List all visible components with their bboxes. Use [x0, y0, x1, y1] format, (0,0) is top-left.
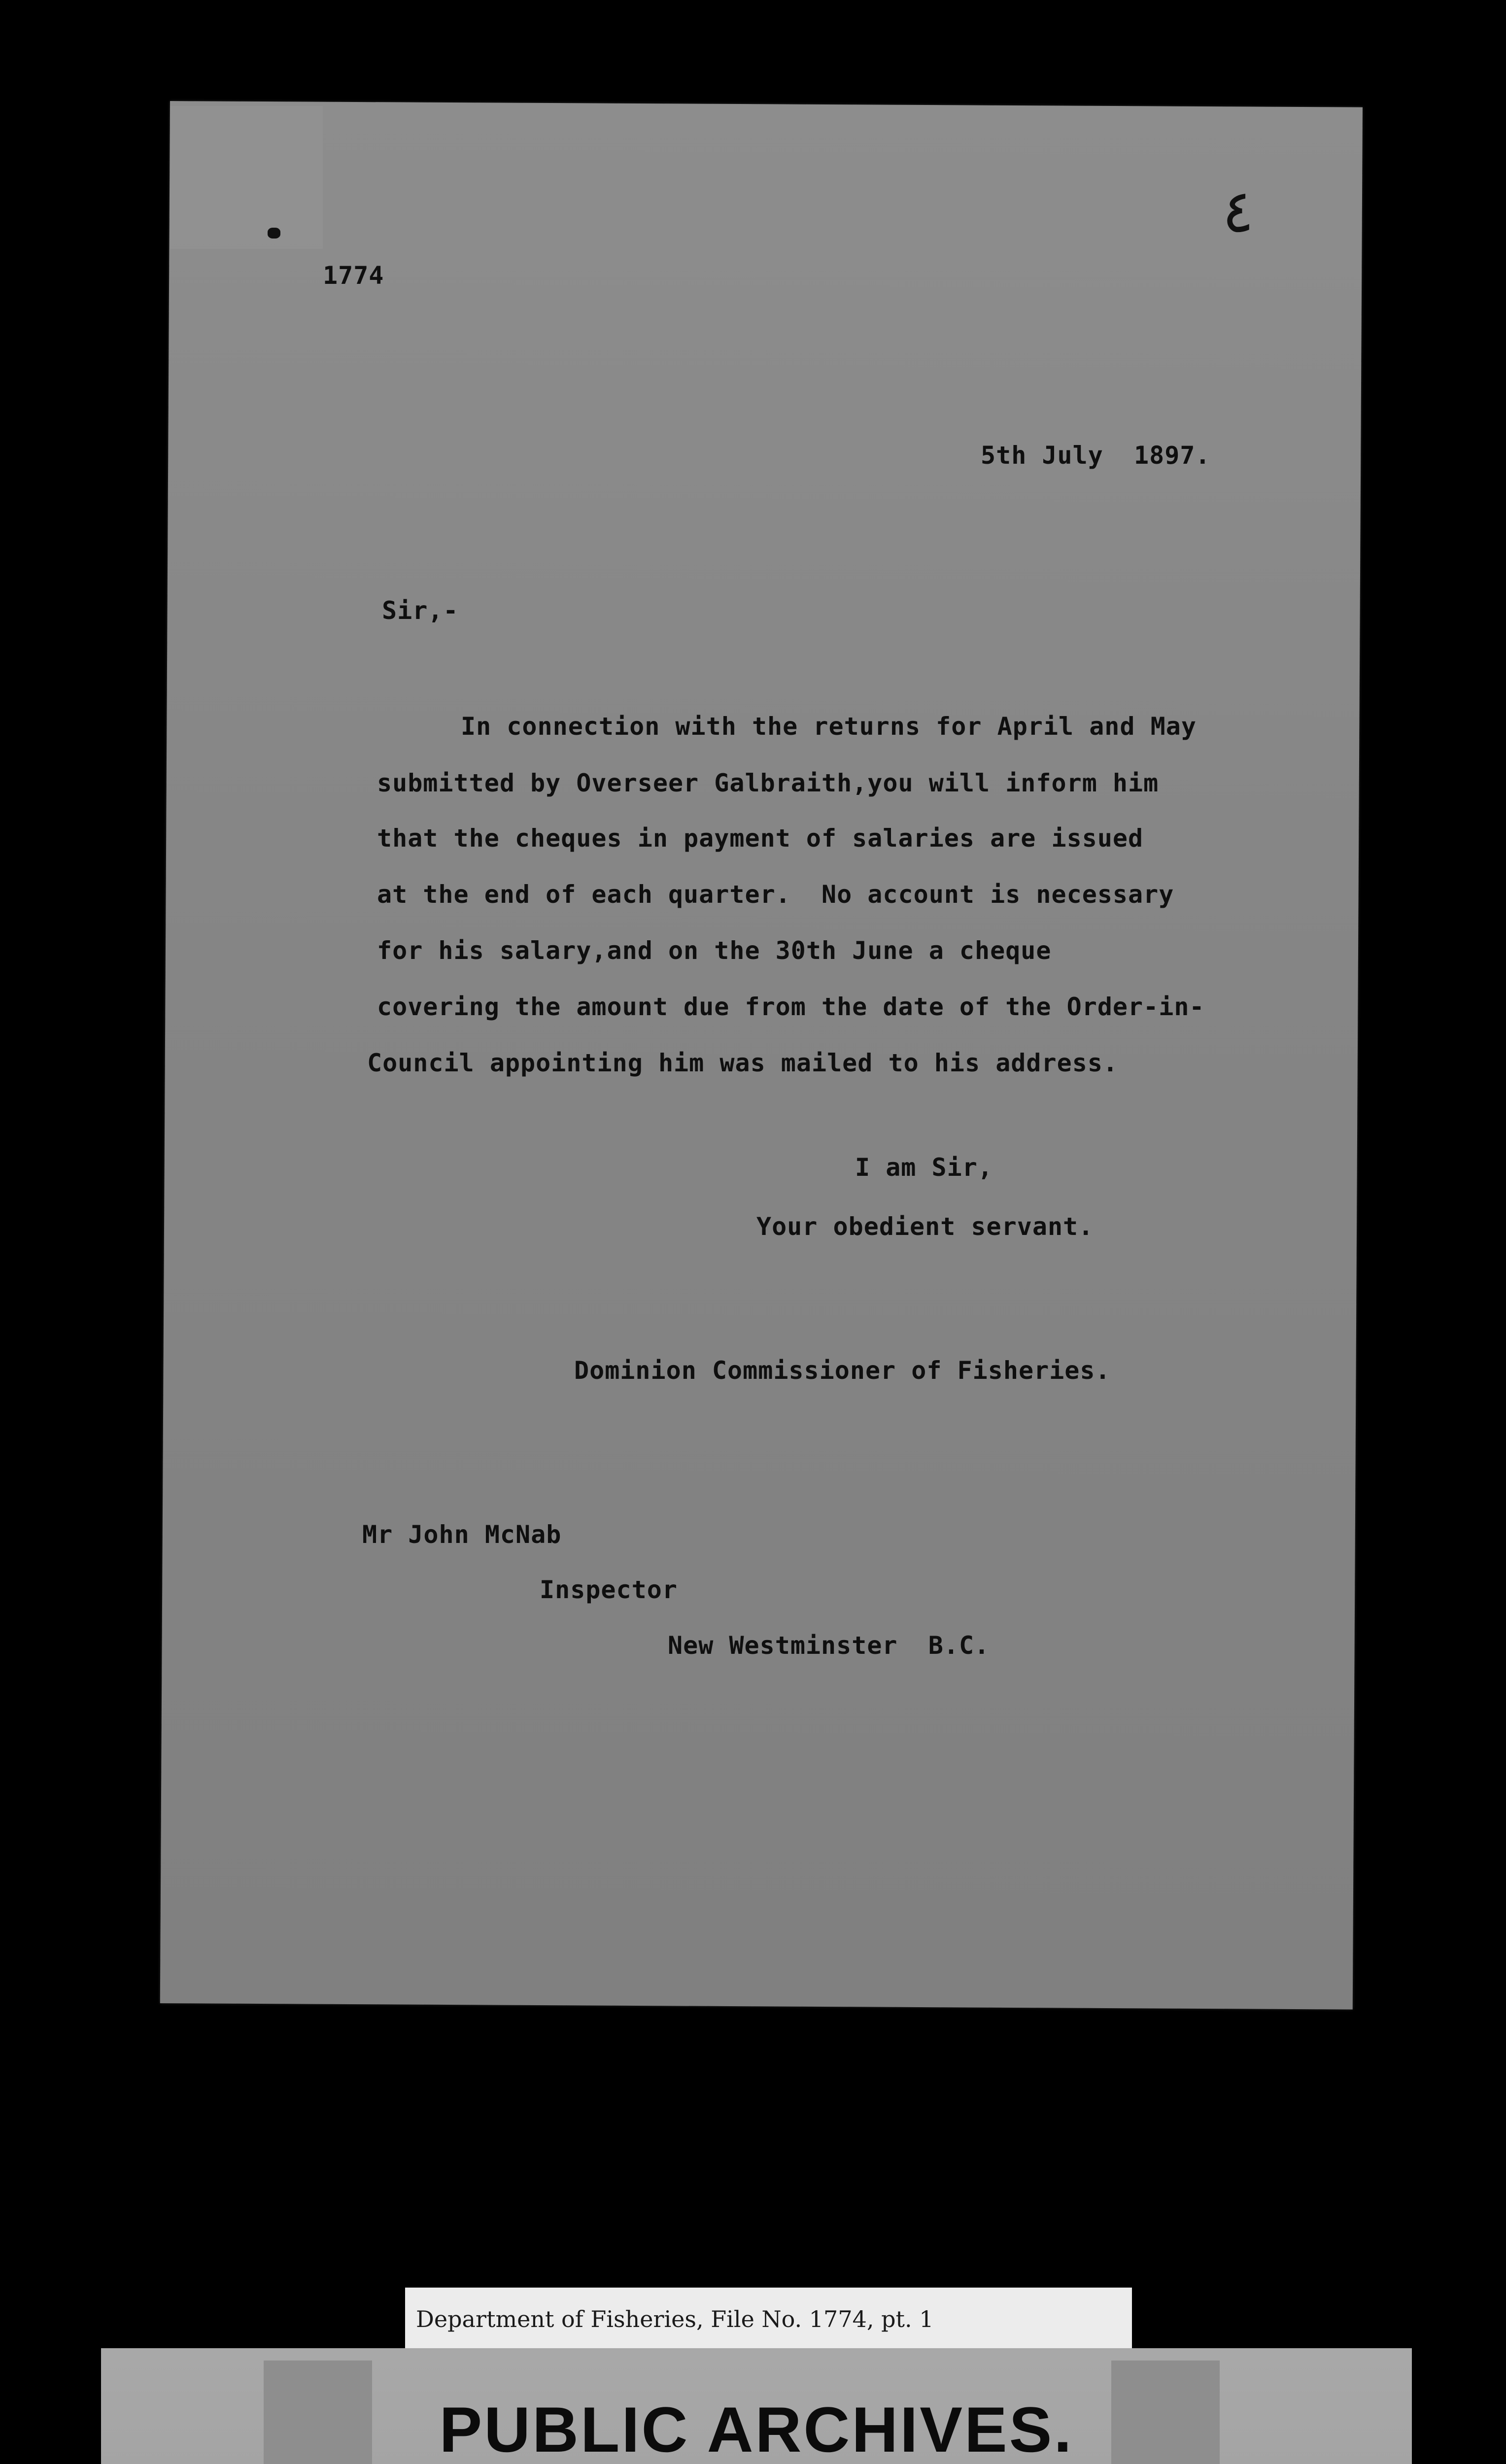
addressee-place: New Westminster B.C.: [668, 1631, 990, 1660]
body-line-5: for his salary,and on the 30th June a cheque: [377, 936, 1052, 965]
ink-speck: [268, 228, 280, 239]
page-corner-fold: [170, 106, 323, 249]
archive-caption-label: [405, 2288, 1132, 2351]
body-line-3: that the cheques in payment of salaries are issued: [377, 824, 1144, 853]
body-line-6: covering the amount due from the date of the Order-in-: [377, 992, 1205, 1021]
body-line-7: Council appointing him was mailed to his address.: [367, 1049, 1119, 1077]
closing-line-1: I am Sir,: [855, 1153, 993, 1182]
letter-date: 5th July 1897.: [981, 441, 1211, 470]
body-line-1: In connection with the returns for April and May: [461, 712, 1197, 741]
handwritten-margin-mark: ٤: [1222, 177, 1254, 246]
body-line-4: at the end of each quarter. No account is necessary: [377, 880, 1174, 909]
body-line-2: submitted by Overseer Galbraith,you will inform him: [377, 769, 1159, 797]
salutation: Sir,-: [382, 596, 459, 625]
caption-text: Department of Fisheries, File No. 1774, pt. 1: [416, 2306, 934, 2332]
stamp-line-public-archives: PUBLIC ARCHIVES.: [439, 2394, 1074, 2464]
signature-line: Dominion Commissioner of Fisheries.: [574, 1356, 1111, 1385]
public-archives-stamp: [101, 2348, 1412, 2464]
file-number: 1774: [323, 261, 384, 290]
addressee-name: Mr John McNab: [362, 1520, 562, 1549]
addressee-title: Inspector: [540, 1575, 678, 1604]
closing-line-2: Your obedient servant.: [756, 1212, 1094, 1241]
